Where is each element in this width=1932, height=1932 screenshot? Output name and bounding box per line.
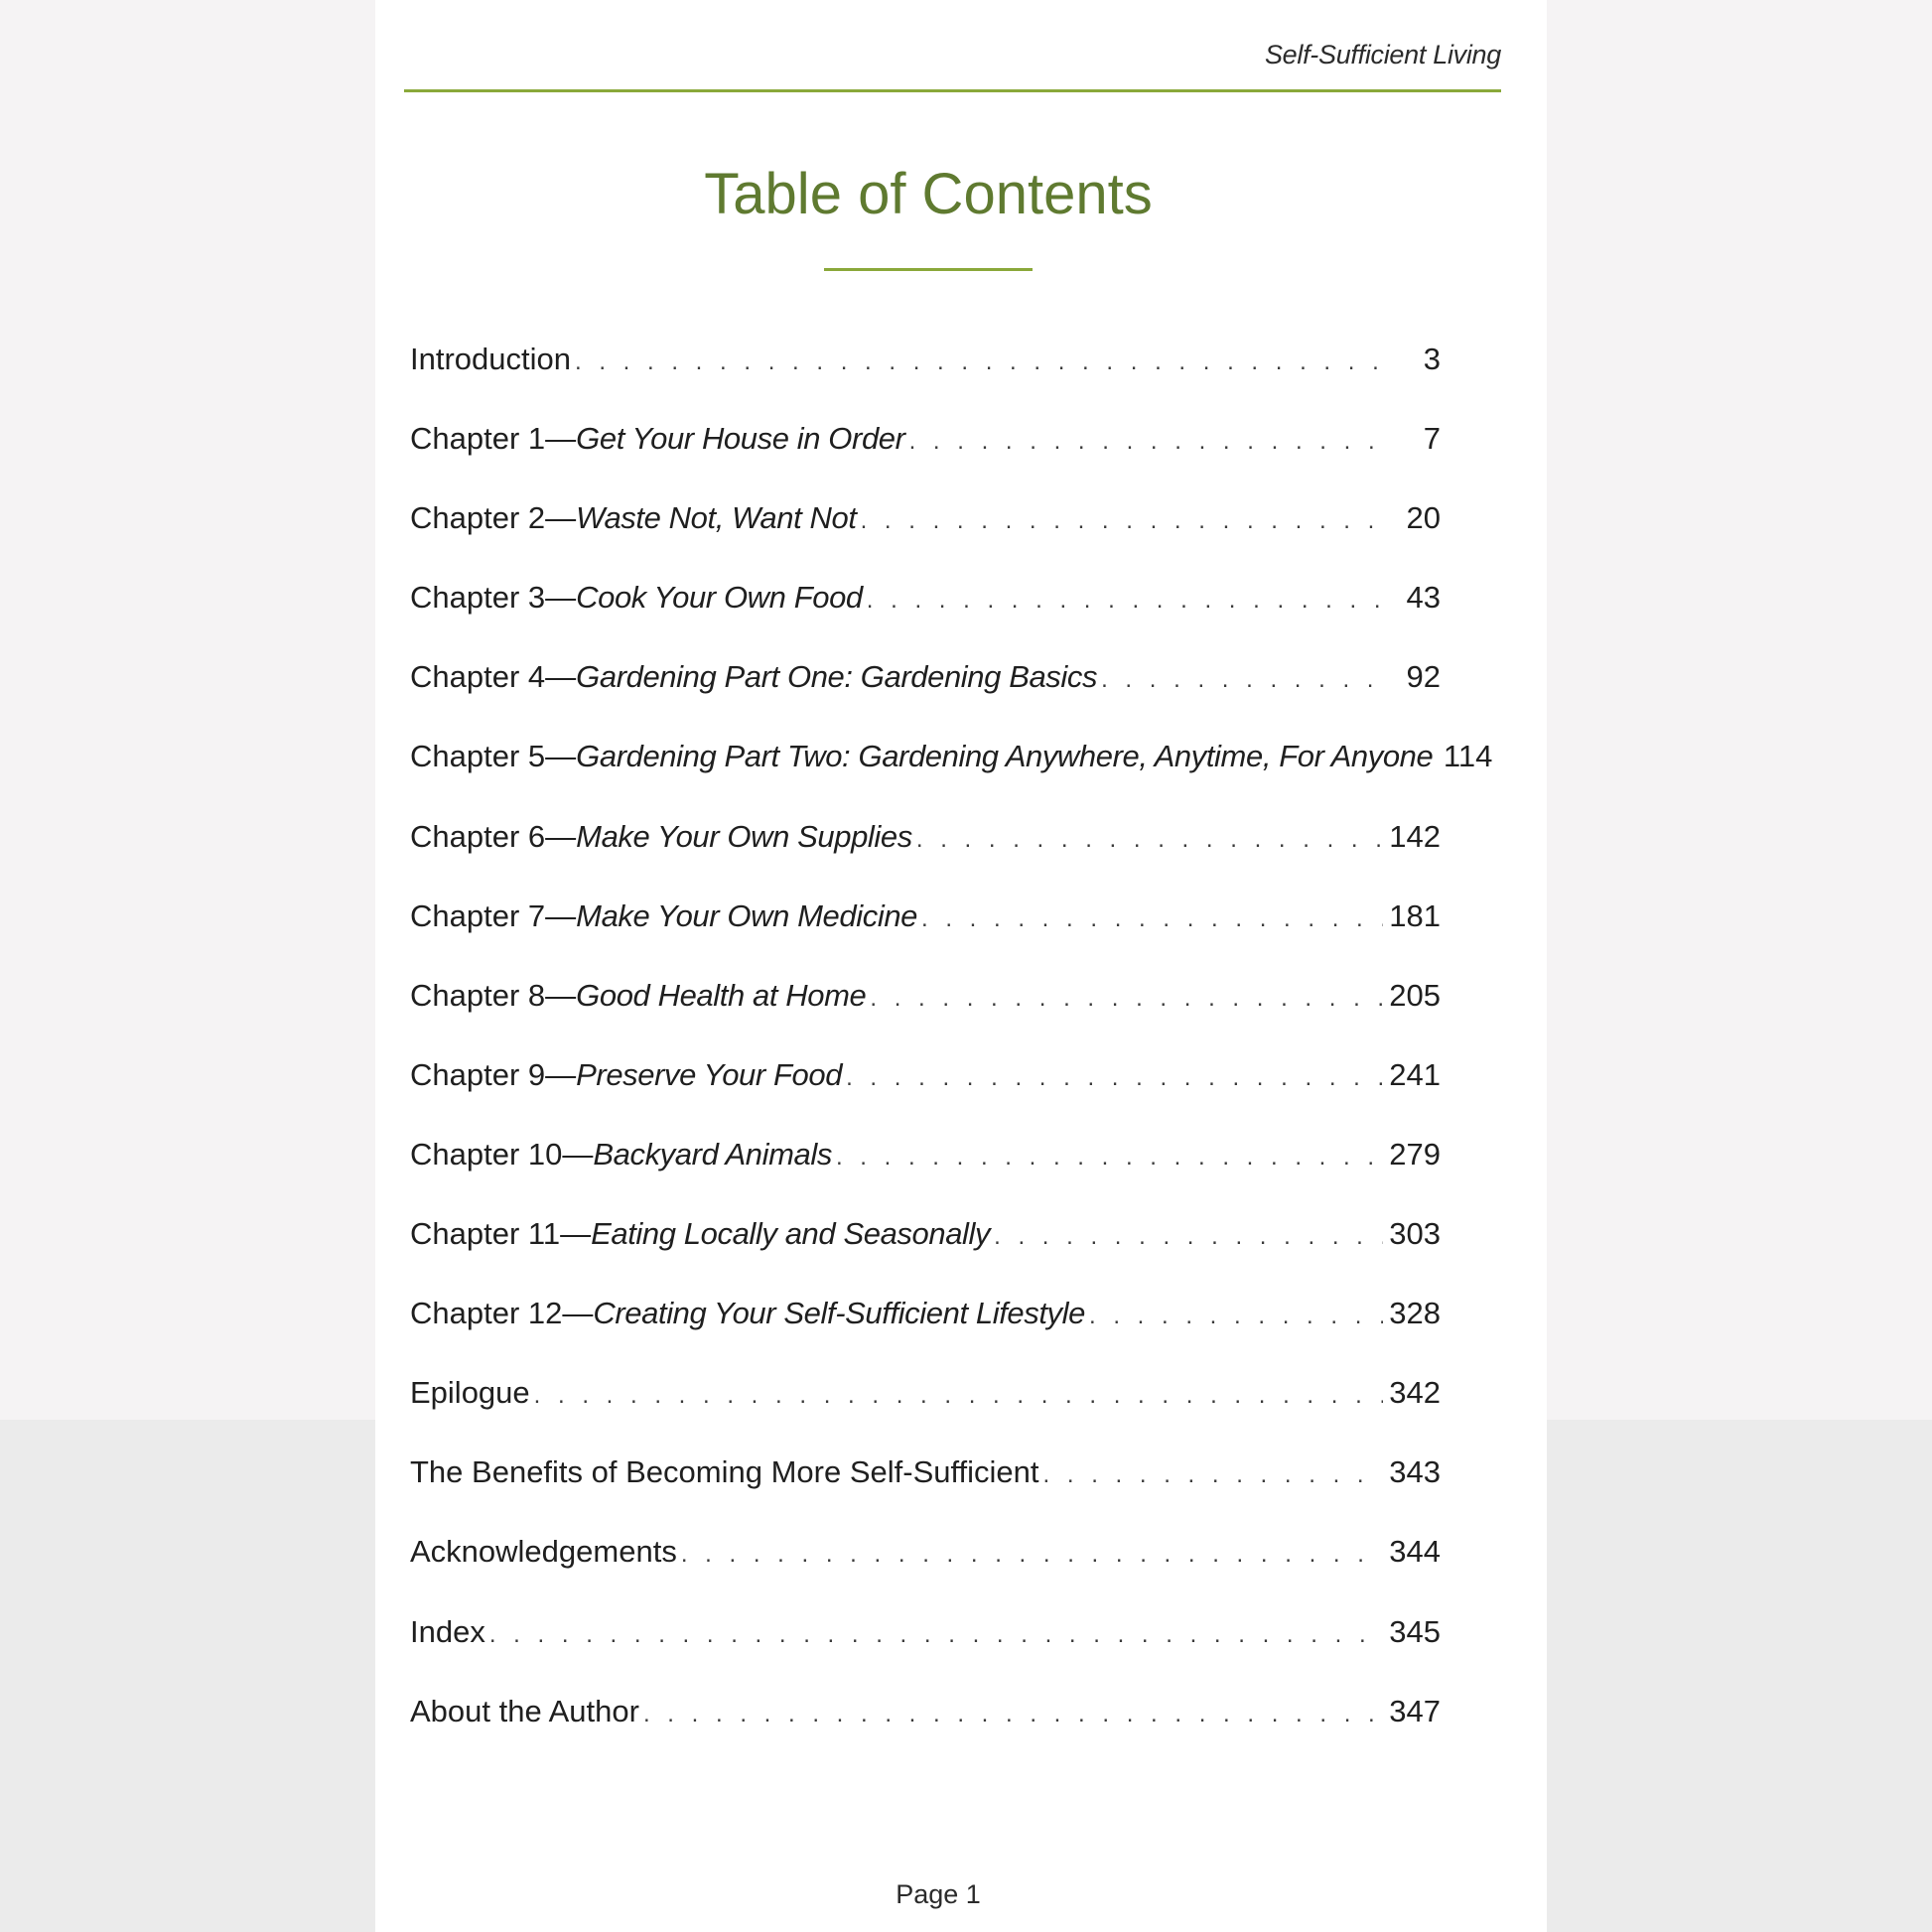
toc-entry-label: Chapter 9—	[410, 1056, 577, 1092]
toc-entry-page-number: 303	[1389, 1216, 1441, 1252]
toc-entry-title	[410, 1680, 639, 1743]
toc-entry-title	[410, 328, 571, 391]
toc-entry-title	[410, 1123, 832, 1186]
title-underline	[824, 268, 1033, 271]
toc-entry-label: The Benefits of Becoming More Self-Sufficient	[410, 1454, 1039, 1490]
toc-entry-label: Chapter 6—	[410, 818, 577, 854]
toc-entry-page-number: 142	[1389, 818, 1441, 854]
toc-entry-label: Chapter 12—	[410, 1296, 594, 1331]
toc-entry-page-number: 7	[1423, 421, 1441, 457]
toc-entry[interactable]	[410, 1043, 1441, 1123]
toc-entry-label: Chapter 5—	[410, 739, 577, 774]
toc-entry-subtitle: Waste Not, Want Not	[576, 500, 857, 536]
toc-entry[interactable]	[410, 805, 1441, 885]
toc-entry-page-number: 343	[1389, 1454, 1441, 1490]
toc-entry-title	[410, 1282, 1085, 1345]
dot-leader	[994, 1205, 1383, 1269]
toc-entry[interactable]	[410, 486, 1441, 566]
dot-leader	[681, 1523, 1383, 1587]
toc-entry[interactable]	[410, 885, 1441, 964]
toc-entry-title	[410, 1441, 1039, 1504]
dot-leader	[836, 1126, 1383, 1189]
dot-leader	[489, 1603, 1383, 1667]
toc-entry-page-number: 92	[1406, 659, 1441, 695]
dot-leader	[870, 967, 1383, 1031]
dot-leader	[643, 1683, 1383, 1746]
toc-entry-label: About the Author	[410, 1693, 639, 1728]
toc-entry-page-number: 114	[1443, 739, 1493, 774]
dot-leader	[916, 808, 1383, 872]
toc-entry-subtitle: Get Your House in Order	[576, 421, 905, 457]
dot-leader	[846, 1046, 1383, 1110]
toc-entry-label: Chapter 2—	[410, 500, 577, 536]
toc-list	[410, 328, 1493, 1759]
toc-entry-subtitle: Make Your Own Supplies	[576, 818, 912, 854]
toc-entry-page-number: 279	[1389, 1136, 1441, 1172]
toc-entry-title	[410, 964, 866, 1028]
toc-entry-page-number: 181	[1389, 897, 1441, 933]
toc-entry-page-number: 205	[1389, 977, 1441, 1013]
dot-leader	[575, 331, 1385, 394]
toc-entry-title	[410, 1600, 485, 1664]
toc-entry[interactable]	[410, 1282, 1441, 1361]
toc-entry-title	[410, 1202, 990, 1266]
toc-entry-page-number: 342	[1389, 1375, 1441, 1411]
toc-entry-subtitle: Gardening Part One: Gardening Basics	[576, 659, 1098, 695]
page-number: Page 1	[896, 1879, 981, 1909]
toc-entry[interactable]	[410, 566, 1441, 645]
toc-entry-title	[410, 1520, 677, 1584]
toc-entry-subtitle: Backyard Animals	[593, 1136, 832, 1172]
toc-entry-page-number: 241	[1389, 1056, 1441, 1092]
toc-entry[interactable]	[410, 725, 1493, 804]
toc-entry[interactable]	[410, 1361, 1441, 1441]
header-divider	[404, 89, 1501, 92]
toc-entry-page-number: 328	[1389, 1296, 1441, 1331]
toc-entry-subtitle: Preserve Your Food	[576, 1056, 843, 1092]
toc-entry-subtitle: Eating Locally and Seasonally	[591, 1216, 991, 1252]
toc-entry-title	[410, 885, 917, 948]
dot-leader	[909, 410, 1385, 474]
dot-leader	[921, 888, 1383, 951]
dot-leader	[1089, 1285, 1383, 1348]
toc-entry-page-number: 20	[1406, 500, 1441, 536]
toc-entry[interactable]	[410, 328, 1441, 407]
toc-entry-label: Chapter 1—	[410, 421, 577, 457]
page-title: Table of Contents	[704, 162, 1153, 226]
toc-entry[interactable]	[410, 407, 1441, 486]
toc-entry-label: Epilogue	[410, 1375, 530, 1411]
document-page	[375, 0, 1547, 1932]
toc-entry[interactable]	[410, 645, 1441, 725]
toc-entry-title	[410, 1043, 842, 1107]
toc-entry-label: Index	[410, 1613, 485, 1649]
toc-entry-page-number: 3	[1423, 342, 1441, 376]
toc-entry-page-number: 344	[1389, 1534, 1441, 1570]
toc-entry-subtitle: Creating Your Self-Sufficient Lifestyle	[593, 1296, 1085, 1331]
toc-entry-label: Chapter 3—	[410, 580, 577, 616]
toc-entry-title	[410, 645, 1097, 709]
toc-entry[interactable]	[410, 964, 1441, 1043]
toc-entry-label: Chapter 8—	[410, 977, 577, 1013]
toc-entry-label: Chapter 7—	[410, 897, 577, 933]
toc-entry-subtitle: Gardening Part Two: Gardening Anywhere, Anytime, For Anyone	[576, 739, 1434, 774]
toc-entry-subtitle: Good Health at Home	[576, 977, 867, 1013]
toc-entry[interactable]	[410, 1680, 1441, 1759]
toc-entry-label: Acknowledgements	[410, 1534, 677, 1570]
toc-entry-label: Chapter 10—	[410, 1136, 594, 1172]
toc-entry[interactable]	[410, 1202, 1441, 1282]
toc-entry[interactable]	[410, 1600, 1441, 1680]
toc-entry-title	[410, 805, 912, 869]
toc-entry-label: Introduction	[410, 342, 571, 376]
toc-entry-page-number: 345	[1389, 1613, 1441, 1649]
toc-entry-title	[410, 566, 863, 629]
dot-leader	[861, 489, 1385, 553]
toc-entry[interactable]	[410, 1520, 1441, 1599]
toc-entry-title	[410, 725, 1433, 788]
dot-leader	[1101, 648, 1385, 712]
toc-entry-label: Chapter 11—	[410, 1216, 592, 1252]
toc-entry-page-number: 347	[1389, 1693, 1441, 1728]
toc-entry-subtitle: Cook Your Own Food	[576, 580, 863, 616]
toc-entry[interactable]	[410, 1441, 1441, 1520]
toc-entry-page-number: 43	[1406, 580, 1441, 616]
toc-entry-title	[410, 407, 905, 471]
toc-entry-subtitle: Make Your Own Medicine	[576, 897, 917, 933]
toc-entry[interactable]	[410, 1123, 1441, 1202]
toc-entry-title	[410, 486, 857, 550]
dot-leader	[867, 569, 1385, 632]
toc-entry-title	[410, 1361, 530, 1425]
dot-leader	[1043, 1444, 1384, 1507]
running-header: Self-Sufficient Living	[1264, 40, 1501, 69]
dot-leader	[534, 1364, 1384, 1428]
toc-entry-label: Chapter 4—	[410, 659, 577, 695]
